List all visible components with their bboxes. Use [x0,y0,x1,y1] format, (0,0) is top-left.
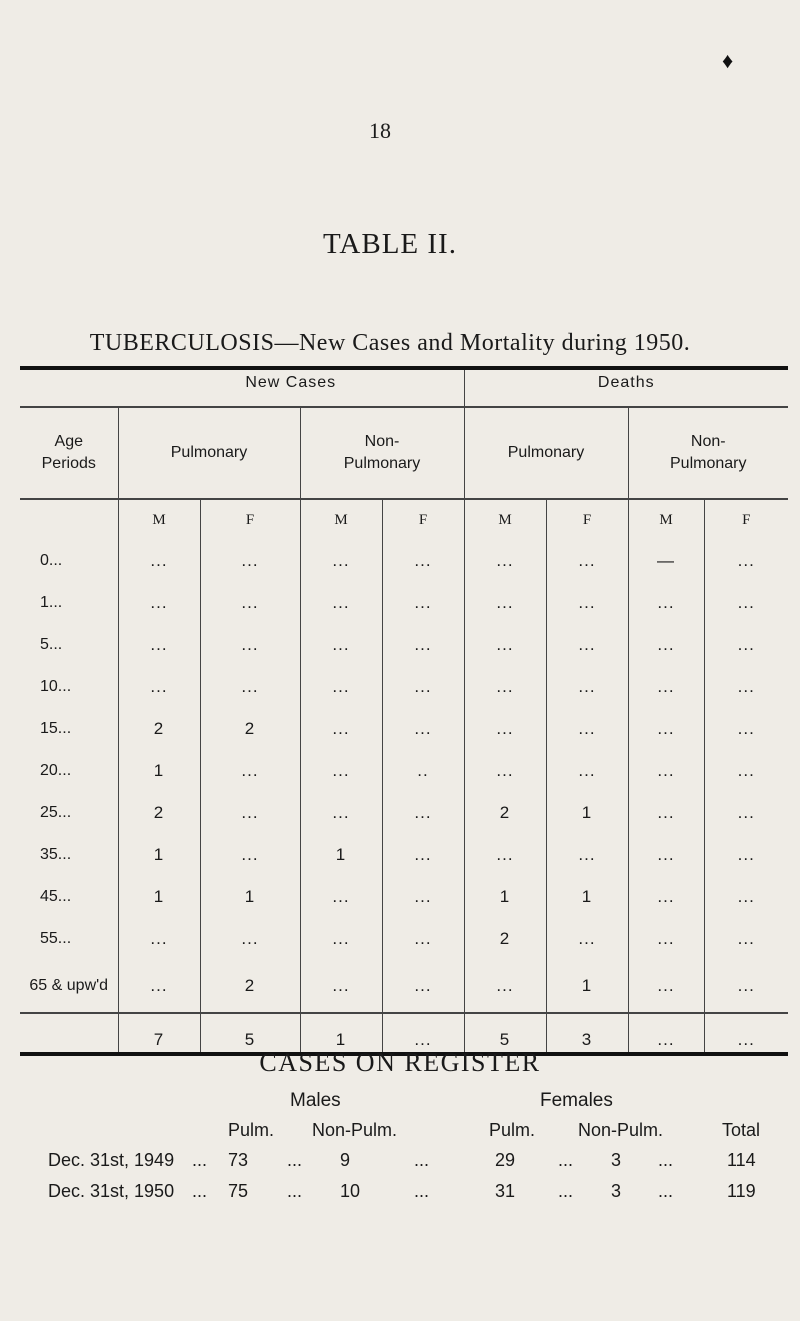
age-period-cell: 65 & upw'd [29,977,109,994]
data-cell: ... [300,624,382,666]
total-cell: ... [704,1013,788,1054]
data-cell: ... [300,792,382,834]
table-row [20,960,788,1013]
page-number: 18 [369,118,391,143]
data-cell: ... [628,666,704,708]
data-cell: ... [704,918,788,960]
data-cell: ... [464,666,546,708]
data-cell: ... [200,834,300,876]
data-cell: ... [382,918,464,960]
data-cell: ... [704,666,788,708]
register-m-nonpulm-header: Non-Pulm. [312,1120,398,1140]
data-cell: ... [200,918,300,960]
data-cell: ... [200,792,300,834]
data-cell: 2 [118,708,200,750]
register-f-pulm-header: Pulm. [489,1120,536,1140]
new-non-pulmonary-header: Non-Pulmonary [300,407,464,499]
sex-header: M [464,499,546,540]
table-row [20,624,788,666]
register-m-nonpulm: 9 [340,1150,351,1170]
leader-dots: ... [414,1181,430,1201]
data-cell: 1 [200,876,300,918]
data-cell: 1 [546,876,628,918]
register-date-label: Dec. 31st, 1949 [48,1150,175,1170]
total-cell: 7 [118,1013,200,1054]
table-row [20,792,788,834]
corner-mark: ♦ [722,48,734,73]
data-cell: 2 [464,918,546,960]
data-cell: ... [300,918,382,960]
total-cell: 1 [300,1013,382,1054]
data-cell: ... [704,540,788,582]
register-title: CASES ON REGISTER [259,1048,541,1077]
register-females-header: Females [540,1090,613,1111]
data-cell: ... [118,960,200,1013]
register-total-header: Total [722,1120,761,1140]
data-cell: ... [464,708,546,750]
data-cell: 1 [118,876,200,918]
table-row [20,540,788,582]
register-m-nonpulm: 10 [340,1181,361,1201]
age-period-cell: 25... [40,804,72,821]
data-cell: ... [464,624,546,666]
data-cell: ... [300,876,382,918]
data-cell: ... [704,582,788,624]
new-cases-header: New Cases [118,368,464,407]
register-f-pulm: 31 [495,1181,516,1201]
register-m-pulm: 75 [228,1181,249,1201]
data-cell: ... [382,708,464,750]
deaths-non-pulmonary-header: Non-Pulmonary [628,407,788,499]
data-cell: ... [546,750,628,792]
table-row [20,918,788,960]
table-row [20,666,788,708]
data-cell: ... [546,666,628,708]
data-cell: ... [546,918,628,960]
register-total: 114 [727,1150,756,1170]
sex-header: F [200,499,300,540]
register-date-label: Dec. 31st, 1950 [48,1181,175,1201]
total-cell: 3 [546,1013,628,1054]
data-cell: .. [382,750,464,792]
data-cell: 1 [464,876,546,918]
age-period-cell: 5... [40,636,63,653]
register-f-nonpulm: 3 [611,1150,622,1170]
deaths-header: Deaths [464,368,788,407]
leader-dots: ... [414,1150,430,1170]
data-cell: ... [628,750,704,792]
data-cell: ... [300,540,382,582]
data-cell: ... [704,876,788,918]
sex-header: M [628,499,704,540]
age-periods-header: Age Periods [20,407,118,499]
leader-dots: ... [287,1181,303,1201]
data-cell: ... [628,834,704,876]
data-cell: ... [382,582,464,624]
data-cell: ... [200,666,300,708]
data-cell: ... [382,876,464,918]
data-cell: ... [628,624,704,666]
data-cell: ... [200,750,300,792]
age-period-cell: 55... [40,930,72,947]
data-cell: ... [546,582,628,624]
data-cell: 1 [300,834,382,876]
leader-dots: ... [192,1181,208,1201]
sex-header: M [300,499,382,540]
age-period-cell: 35... [40,846,72,863]
data-cell: ... [628,708,704,750]
data-cell: ... [382,834,464,876]
data-cell: 1 [118,750,200,792]
data-cell: ... [704,624,788,666]
data-cell: 2 [200,960,300,1013]
data-cell: ... [704,834,788,876]
data-cell: ... [628,582,704,624]
register-f-nonpulm-header: Non-Pulm. [578,1120,664,1140]
data-cell: ... [382,624,464,666]
sex-header: M [118,499,200,540]
data-cell: ... [464,960,546,1013]
data-cell: ... [200,540,300,582]
table-row [20,834,788,876]
table-row [20,876,788,918]
new-pulmonary-header: Pulmonary [118,407,300,499]
data-cell: ... [704,792,788,834]
data-cell: ... [118,582,200,624]
age-period-cell: 10... [40,678,72,695]
age-period-cell: 15... [40,720,72,737]
register-total: 119 [727,1181,756,1201]
age-period-cell: 1... [40,594,63,611]
age-period-cell: 0... [40,552,63,569]
data-cell: ... [628,960,704,1013]
total-cell: 5 [464,1013,546,1054]
deaths-pulmonary-header: Pulmonary [464,407,628,499]
data-cell: ... [546,834,628,876]
register-f-pulm: 29 [495,1150,516,1170]
data-cell: ... [546,624,628,666]
data-cell: ... [118,624,200,666]
leader-dots: ... [192,1150,208,1170]
register-m-pulm-header: Pulm. [228,1120,275,1140]
table-row [20,582,788,624]
data-cell: ... [118,666,200,708]
table-row [20,708,788,750]
leader-dots: ... [658,1181,674,1201]
data-cell: ... [300,666,382,708]
total-cell: ... [382,1013,464,1054]
sex-header: F [382,499,464,540]
total-cell: ... [628,1013,704,1054]
table-row [20,750,788,792]
register-males-header: Males [290,1090,341,1111]
data-cell: ... [628,792,704,834]
data-cell: ... [300,582,382,624]
age-period-cell: 45... [40,888,72,905]
data-cell: ... [464,834,546,876]
data-cell: ... [382,960,464,1013]
tuberculosis-table [20,366,788,1058]
table-title: TABLE II. [323,228,457,260]
data-cell: ... [704,708,788,750]
register-f-nonpulm: 3 [611,1181,622,1201]
age-period-cell: 20... [40,762,72,779]
data-cell: ... [628,876,704,918]
data-cell: 1 [546,960,628,1013]
data-cell: 1 [118,834,200,876]
data-cell: ... [300,960,382,1013]
data-cell: 2 [118,792,200,834]
leader-dots: ... [287,1150,303,1170]
data-cell: ... [300,750,382,792]
data-cell: ... [382,792,464,834]
leader-dots: ... [658,1150,674,1170]
data-cell: ... [546,540,628,582]
data-cell: ... [546,708,628,750]
sex-header: F [546,499,628,540]
leader-dots: ... [558,1150,574,1170]
register-m-pulm: 73 [228,1150,249,1170]
data-cell: ... [382,540,464,582]
data-cell: ... [704,750,788,792]
data-cell: ... [118,540,200,582]
total-cell: 5 [200,1013,300,1054]
leader-dots: ... [558,1181,574,1201]
table-subtitle: TUBERCULOSIS—New Cases and Mortality during 1950. [89,330,691,356]
data-cell: ... [628,918,704,960]
data-cell: ... [464,540,546,582]
data-cell: — [628,540,704,582]
data-cell: ... [300,708,382,750]
data-cell: ... [118,918,200,960]
data-cell: ... [704,960,788,1013]
data-cell: 1 [546,792,628,834]
sex-header: F [704,499,788,540]
data-cell: 2 [200,708,300,750]
data-cell: ... [464,582,546,624]
data-cell: ... [200,624,300,666]
data-cell: ... [382,666,464,708]
data-cell: ... [200,582,300,624]
data-cell: 2 [464,792,546,834]
data-cell: ... [464,750,546,792]
